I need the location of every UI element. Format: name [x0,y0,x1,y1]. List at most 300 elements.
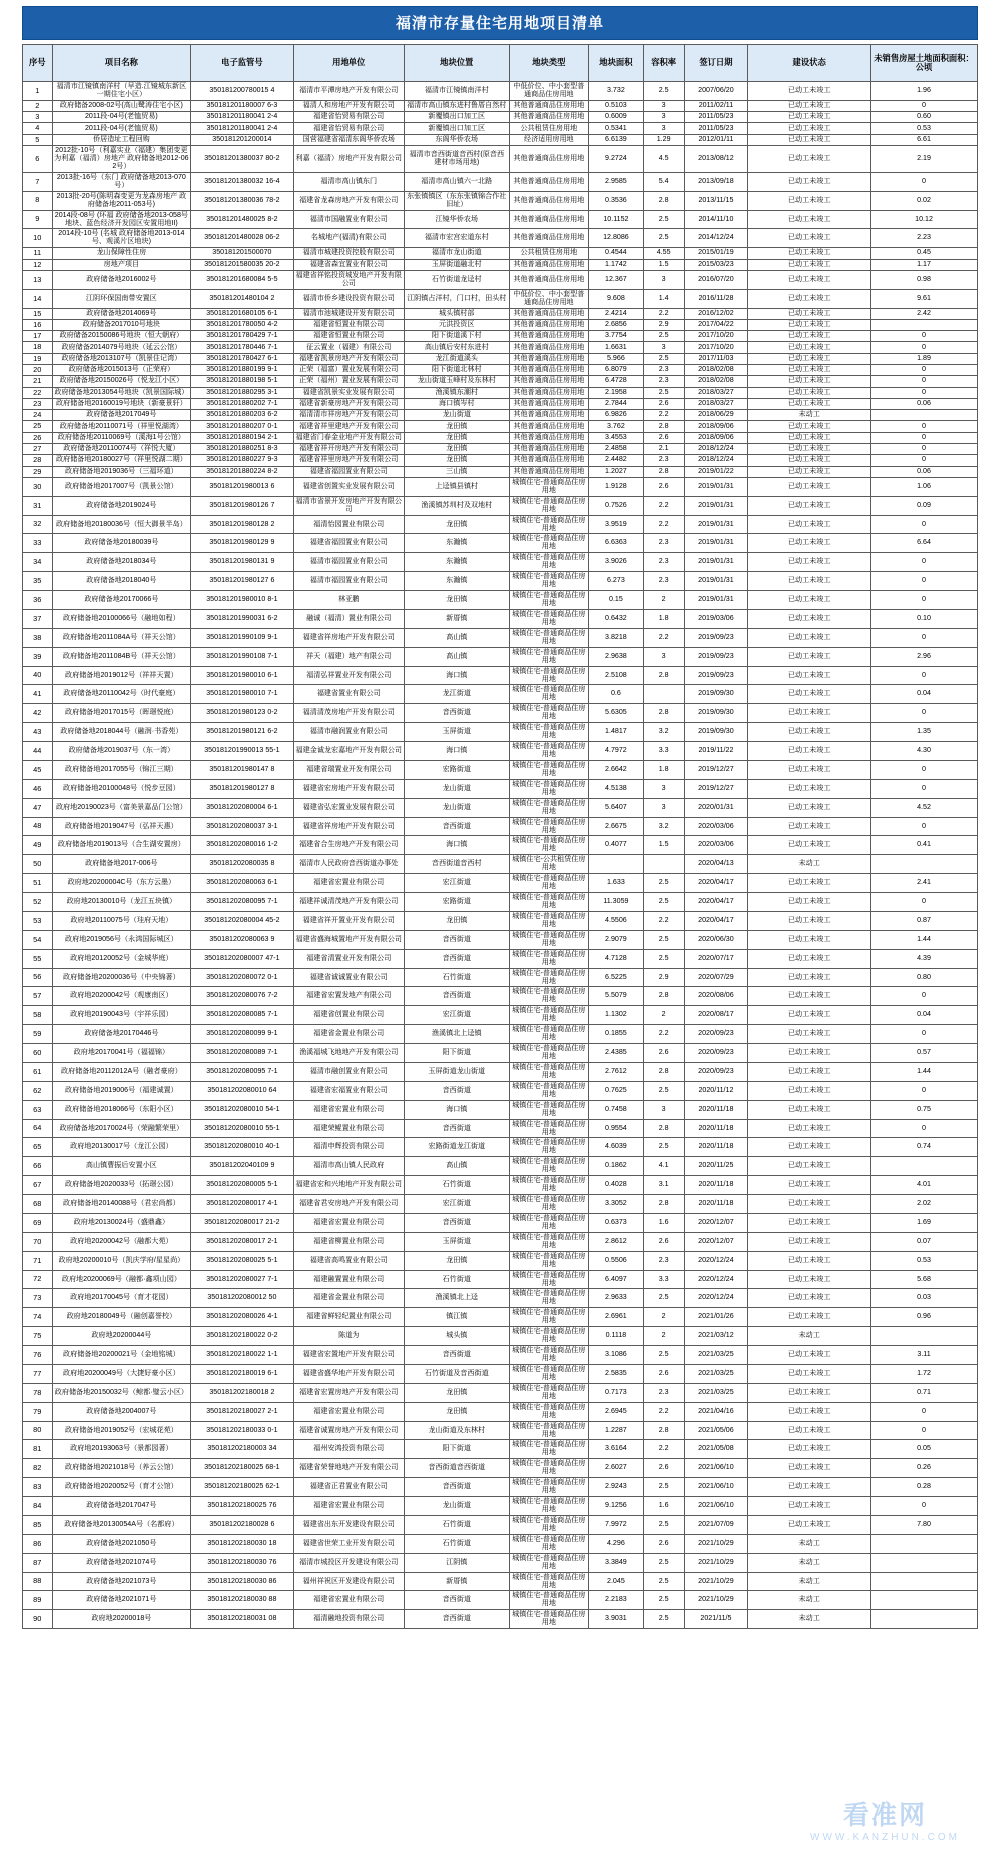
cell-5: 其他普通商品住房用地 [509,455,589,466]
cell-9: 已动工未竣工 [748,387,871,398]
table-row [23,410,978,421]
cell-5: 城镇住宅-普通商品住房用地 [509,987,589,1006]
cell-4: 海口镇 [404,836,509,855]
cell-4: 上迳镇县镇村 [404,477,509,496]
cell-4: 音西街道 [404,817,509,836]
cell-1: 政府储备地2021073号 [52,1572,191,1591]
cell-9: 已动工未竣工 [748,1100,871,1119]
cell-9: 已动工未竣工 [748,1006,871,1025]
cell-5: 城镇住宅-普通商品住房用地 [509,1100,589,1119]
document-page [0,6,1000,1861]
table-row [23,893,978,912]
cell-3: 福建省瑞置业开发有限公司 [293,760,404,779]
cell-5: 城镇住宅-普通商品住房用地 [509,553,589,572]
cell-8: 2020/11/18 [684,1100,748,1119]
cell-5: 城镇住宅-普通商品住房用地 [509,1402,589,1421]
cell-6: 3.8218 [589,628,644,647]
cell-10: 0 [871,760,978,779]
column-header-supervision-no[interactable]: 电子监管号 [191,45,293,82]
cell-3: 渔溪福城飞地地产开发有限公司 [293,1044,404,1063]
cell-10: 0.07 [871,1232,978,1251]
watermark [810,1795,960,1843]
cell-3: 福建省宏置业有限公司 [293,1402,404,1421]
cell-2: 350181202180027 2-1 [191,1402,293,1421]
cell-3: 福建荣鲲置业有限公司 [293,1119,404,1138]
cell-7: 2.5 [643,1081,684,1100]
cell-8: 2020/11/18 [684,1195,748,1214]
cell-3: 福建省恒置业有限公司 [293,319,404,330]
cell-9: 已动工未竣工 [748,444,871,455]
cell-3: 福清市平潭房地产开发有限公司 [293,82,404,101]
table-row [23,1383,978,1402]
cell-6: 0.4077 [589,836,644,855]
cell-7: 2.8 [643,191,684,210]
cell-5: 城镇住宅-普通商品住房用地 [509,1195,589,1214]
cell-10: 1.44 [871,930,978,949]
cell-7: 2.5 [643,1478,684,1497]
table-row [23,259,978,270]
cell-4: 龙田镇 [404,444,509,455]
cell-10: 1.96 [871,82,978,101]
cell-5: 城镇住宅-普通商品住房用地 [509,572,589,591]
cell-9: 已动工未竣工 [748,666,871,685]
cell-8: 2020/08/17 [684,1006,748,1025]
cell-4: 高山镇 [404,1157,509,1176]
cell-9: 已动工未竣工 [748,477,871,496]
cell-5: 城镇住宅-普通商品住房用地 [509,968,589,987]
cell-6: 0.7625 [589,1081,644,1100]
cell-4: 城头镇村部 [404,308,509,319]
cell-2: 350181202180031 08 [191,1610,293,1629]
cell-8: 2020/11/25 [684,1157,748,1176]
cell-9: 已动工未竣工 [748,112,871,123]
cell-9: 已动工未竣工 [748,100,871,111]
cell-3: 福建融置置业有限公司 [293,1270,404,1289]
cell-9: 已动工未竣工 [748,1402,871,1421]
cell-7: 2.5 [643,210,684,229]
cell-1: 政府地20200004C号（东方云墨） [52,874,191,893]
cell-0: 46 [23,779,53,798]
cell-2: 350181201980010 7-1 [191,685,293,704]
cell-8: 2019/09/30 [684,685,748,704]
cell-9: 已动工未竣工 [748,1213,871,1232]
cell-5: 中低价位、中小套型普通商品住房用地 [509,82,589,101]
cell-7: 2.3 [643,553,684,572]
cell-3: 福建省宏置业有限公司 [293,1497,404,1516]
table-row [23,331,978,342]
cell-2: 350181201880227 9-3 [191,455,293,466]
cell-0: 21 [23,376,53,387]
cell-1: 政府储备地2017-006号 [52,855,191,874]
cell-7: 2.6 [643,398,684,409]
cell-8: 2019/11/22 [684,742,748,761]
cell-10: 0.96 [871,1308,978,1327]
table-row [23,191,978,210]
cell-4: 江阴镇占洋村，门口村，田头村 [404,289,509,308]
cell-4: 龙山街道及东林村 [404,1421,509,1440]
cell-7: 2.5 [643,1610,684,1629]
column-header-location[interactable]: 地块位置 [404,45,509,82]
cell-6: 3.9026 [589,553,644,572]
cell-5: 其他普通商品住房用地 [509,191,589,210]
cell-0: 38 [23,628,53,647]
cell-10: 0 [871,172,978,191]
cell-7: 2.3 [643,1383,684,1402]
cell-4: 龙田镇 [404,515,509,534]
cell-6: 3.1086 [589,1346,644,1365]
cell-7: 2.5 [643,949,684,968]
cell-8: 2016/07/20 [684,270,748,289]
cell-7: 2.5 [643,1289,684,1308]
cell-3: 福建省高鸣置业有限公司 [293,1251,404,1270]
table-row [23,836,978,855]
cell-1: 政府储备地20110042号（时代豪庭） [52,685,191,704]
column-header-plot-ratio[interactable]: 容积率 [643,45,684,82]
table-row [23,666,978,685]
cell-4: 东瀚镇 [404,534,509,553]
cell-4: 龙田镇 [404,1383,509,1402]
cell-9: 已动工未竣工 [748,553,871,572]
cell-0: 17 [23,331,53,342]
cell-9: 已动工未竣工 [748,308,871,319]
table-row [23,146,978,173]
cell-7: 2.8 [643,421,684,432]
cell-9: 已动工未竣工 [748,365,871,376]
cell-7: 1.6 [643,1497,684,1516]
cell-3: 福建省荣誉地地产开发有限公司 [293,1459,404,1478]
cell-5: 城镇住宅-普通商品住房用地 [509,1289,589,1308]
cell-7: 3.2 [643,723,684,742]
cell-6: 7.9972 [589,1515,644,1534]
cell-10: 0 [871,455,978,466]
table-row [23,1478,978,1497]
column-header-project-name[interactable]: 项目名称 [52,45,191,82]
cell-1: 政府储备地20100048号（悦步豆园） [52,779,191,798]
cell-6: 0.6373 [589,1213,644,1232]
cell-2: 350181201780050 4-2 [191,319,293,330]
cell-3: 福建省怡贸易有限公司 [293,112,404,123]
table-row [23,210,978,229]
cell-5: 其他普通商品住房用地 [509,387,589,398]
cell-3: 福建省森宜置业有限公司 [293,259,404,270]
cell-5: 城镇住宅-普通商品住房用地 [509,1025,589,1044]
table-row [23,572,978,591]
cell-9: 已动工未竣工 [748,515,871,534]
cell-8: 2015/01/19 [684,248,748,259]
cell-5: 城镇住宅-普通商品住房用地 [509,1515,589,1534]
cell-5: 城镇住宅-普通商品住房用地 [509,685,589,704]
cell-7: 2.5 [643,331,684,342]
cell-8: 2019/01/31 [684,477,748,496]
column-header-area[interactable]: 地块面积 [589,45,644,82]
cell-6: 4.5506 [589,911,644,930]
cell-6: 0.5506 [589,1251,644,1270]
cell-9: 已动工未竣工 [748,146,871,173]
cell-3: 福清市城建投资控股有限公司 [293,248,404,259]
cell-0: 14 [23,289,53,308]
cell-6: 0.4028 [589,1176,644,1195]
cell-10: 1.06 [871,477,978,496]
column-header-sign-date[interactable]: 签订日期 [684,45,748,82]
table-row [23,1346,978,1365]
cell-1: 政府储备地2017015号（晖璟悦庭） [52,704,191,723]
cell-4: 东阁华侨农场 [404,134,509,145]
cell-1: 政府储备2014079号地块（延云公馆） [52,342,191,353]
cell-3: 福建省祥开房地产开发有限公司 [293,444,404,455]
cell-0: 88 [23,1572,53,1591]
cell-4: 宏江街道 [404,1006,509,1025]
cell-7: 2.8 [643,1421,684,1440]
cell-0: 10 [23,229,53,248]
cell-2: 350181201980121 6-2 [191,723,293,742]
cell-0: 25 [23,421,53,432]
cell-5: 城镇住宅-普通商品住房用地 [509,930,589,949]
cell-0: 12 [23,259,53,270]
cell-6: 2.8612 [589,1232,644,1251]
cell-7: 5.4 [643,172,684,191]
cell-0: 45 [23,760,53,779]
cell-4: 龙山街道 [404,410,509,421]
cell-1: 房地产项目 [52,259,191,270]
cell-3: 福建省清置业开发有限公司 [293,949,404,968]
cell-7: 2.3 [643,376,684,387]
cell-9: 已动工未竣工 [748,398,871,409]
cell-5: 城镇住宅-普通商品住房用地 [509,874,589,893]
cell-4: 渔溪镇苏圳村及双地村 [404,496,509,515]
cell-5: 城镇住宅-普通商品住房用地 [509,1232,589,1251]
cell-5: 其他普通商品住房用地 [509,146,589,173]
cell-9: 已动工未竣工 [748,229,871,248]
cell-6: 0.9554 [589,1119,644,1138]
cell-10: 0 [871,444,978,455]
cell-1: 政府地20193063号（景都园著） [52,1440,191,1459]
cell-7: 2.5 [643,82,684,101]
cell-6: 2.9243 [589,1478,644,1497]
cell-3: 征云置业（福建）有限公司 [293,342,404,353]
cell-8: 2021/10/29 [684,1553,748,1572]
cell-7: 3 [643,123,684,134]
cell-6: 3.762 [589,421,644,432]
cell-8: 2019/01/31 [684,591,748,610]
cell-8: 2020/03/06 [684,836,748,855]
cell-8: 2014/11/10 [684,210,748,229]
cell-10: 0 [871,100,978,111]
column-header-land-type[interactable]: 地块类型 [509,45,589,82]
cell-9: 已动工未竣工 [748,1497,871,1516]
cell-2: 350181201480025 8-2 [191,210,293,229]
cell-8: 2021/03/25 [684,1346,748,1365]
cell-5: 城镇住宅-普通商品住房用地 [509,1006,589,1025]
cell-4: 东瀚镇 [404,553,509,572]
cell-0: 81 [23,1440,53,1459]
cell-10: 0.57 [871,1044,978,1063]
cell-5: 其他普通商品住房用地 [509,172,589,191]
cell-7: 2.8 [643,466,684,477]
cell-2: 350181202180030 88 [191,1591,293,1610]
cell-2: 350181202080017 4-1 [191,1195,293,1214]
cell-1: 政府储备2008-02号(高山鹭涛住宅小区) [52,100,191,111]
cell-9: 已动工未竣工 [748,1440,871,1459]
cell-10: 0 [871,1497,978,1516]
cell-7: 2.2 [643,308,684,319]
cell-2: 350181202180030 86 [191,1572,293,1591]
cell-8: 2013/08/12 [684,146,748,173]
cell-9: 已动工未竣工 [748,817,871,836]
cell-9: 已动工未竣工 [748,798,871,817]
cell-8: 2020/04/17 [684,874,748,893]
cell-8: 2019/09/23 [684,628,748,647]
cell-3: 福建省祥里房地产开发有限公司 [293,455,404,466]
cell-5: 经济适用房用地 [509,134,589,145]
cell-5: 城镇住宅-普通商品住房用地 [509,1119,589,1138]
cell-6: 0.1862 [589,1157,644,1176]
cell-5: 其他普通商品住房用地 [509,376,589,387]
cell-4: 龙山街道玉峰村及东林村 [404,376,509,387]
cell-10: 3.11 [871,1346,978,1365]
cell-5: 城镇住宅-普通商品住房用地 [509,1308,589,1327]
cell-8: 2018/09/06 [684,421,748,432]
cell-9: 已动工未竣工 [748,1346,871,1365]
cell-7: 2 [643,1308,684,1327]
cell-3: 福清市融创置业有限公司 [293,1062,404,1081]
cell-5: 其他普通商品住房用地 [509,410,589,421]
cell-6: 2.9633 [589,1289,644,1308]
cell-4: 石竹街道 [404,968,509,987]
table-row [23,1062,978,1081]
cell-2: 350181202080063 6-1 [191,874,293,893]
cell-6: 11.3059 [589,893,644,912]
cell-5: 城镇住宅-普通商品住房用地 [509,836,589,855]
cell-2: 350181202080037 3-1 [191,817,293,836]
cell-2: 350181201980127 6 [191,572,293,591]
table-row [23,798,978,817]
cell-10: 0 [871,421,978,432]
cell-2: 350181201980147 8 [191,760,293,779]
cell-8: 2021/03/25 [684,1364,748,1383]
cell-9: 已动工未竣工 [748,685,871,704]
cell-3: 福建省出东开发建设有限公司 [293,1515,404,1534]
column-header-index[interactable]: 序号 [23,45,53,82]
cell-6: 2.9079 [589,930,644,949]
cell-6: 1.4817 [589,723,644,742]
cell-10: 0 [871,1119,978,1138]
cell-9: 已动工未竣工 [748,1157,871,1176]
cell-9: 已动工未竣工 [748,1459,871,1478]
cell-0: 7 [23,172,53,191]
cell-2: 350181202080005 5-1 [191,1176,293,1195]
cell-0: 20 [23,365,53,376]
cell-1: 政府地20200042号（观康南区） [52,987,191,1006]
cell-10: 0.45 [871,248,978,259]
cell-5: 其他普通商品住房用地 [509,398,589,409]
cell-9: 已动工未竣工 [748,270,871,289]
cell-4: 音西街道 [404,1081,509,1100]
cell-0: 76 [23,1346,53,1365]
cell-9: 已动工未竣工 [748,82,871,101]
cell-7: 2.2 [643,911,684,930]
cell-7: 2.5 [643,1553,684,1572]
cell-6: 0.1118 [589,1327,644,1346]
cell-9: 已动工未竣工 [748,1119,871,1138]
cell-5: 其他普通商品住房用地 [509,466,589,477]
cell-4: 宏江街道 [404,1195,509,1214]
cell-1: 政府储备地2017007号（凯景公馆） [52,477,191,496]
cell-6: 2.5108 [589,666,644,685]
cell-9: 已动工未竣工 [748,191,871,210]
cell-4: 元洪投资区 [404,319,509,330]
cell-7: 2.5 [643,1138,684,1157]
cell-9: 已动工未竣工 [748,376,871,387]
cell-10: 2.23 [871,229,978,248]
cell-10: 6.64 [871,534,978,553]
cell-9: 未动工 [748,1572,871,1591]
cell-9: 未动工 [748,1591,871,1610]
cell-5: 城镇住宅-普通商品住房用地 [509,534,589,553]
cell-5: 其他普通商品住房用地 [509,444,589,455]
cell-1: 2011段-04号(老恤贸易) [52,123,191,134]
table-row [23,1515,978,1534]
cell-2: 350181201980128 2 [191,515,293,534]
cell-5: 城镇住宅-普通商品住房用地 [509,1138,589,1157]
cell-1: 政府储备地2018040号 [52,572,191,591]
table-row [23,308,978,319]
cell-4: 福清市龙山街道 [404,248,509,259]
cell-8: 2020/04/17 [684,893,748,912]
cell-3: 福建省君安房地产开发有限公司 [293,1195,404,1214]
cell-7: 1.8 [643,609,684,628]
cell-6: 12.8086 [589,229,644,248]
cell-7: 3 [643,1100,684,1119]
column-header-construction-status[interactable]: 建设状态 [748,45,871,82]
cell-9: 已动工未竣工 [748,134,871,145]
cell-10: 0.10 [871,609,978,628]
cell-8: 2018/12/24 [684,444,748,455]
cell-4: 海口镇 [404,1100,509,1119]
column-header-unsold-area[interactable]: 未销售房屋土地面积面积：公顷 [871,45,978,82]
cell-0: 86 [23,1534,53,1553]
column-header-land-user[interactable]: 用地单位 [293,45,404,82]
cell-7: 2.6 [643,477,684,496]
cell-2: 350181202080004 6-1 [191,798,293,817]
cell-3: 福建省世荣工业开发有限公司 [293,1534,404,1553]
cell-3: 福建省怡贸易有限公司 [293,123,404,134]
cell-9: 已动工未竣工 [748,123,871,134]
cell-0: 65 [23,1138,53,1157]
cell-6: 0.1855 [589,1025,644,1044]
cell-1: 政府储备地2015013号（正荣府） [52,365,191,376]
cell-7: 3.2 [643,817,684,836]
cell-2: 350181202080010 64 [191,1081,293,1100]
cell-9: 已动工未竣工 [748,1081,871,1100]
cell-4: 东瀚镇 [404,572,509,591]
cell-1: 政府储备地20110074号（祥悦大厦） [52,444,191,455]
cell-2: 350181201180007 6-3 [191,100,293,111]
table-body [23,82,978,1629]
cell-10 [871,1327,978,1346]
cell-5: 城镇住宅-普通商品住房用地 [509,704,589,723]
table-row [23,1308,978,1327]
cell-5: 其他普通商品住房用地 [509,421,589,432]
cell-9: 已动工未竣工 [748,534,871,553]
cell-5: 城镇住宅-普通商品住房用地 [509,911,589,930]
cell-1: 政府储备地20170066号 [52,591,191,610]
cell-4: 镇江镇 [404,1308,509,1327]
cell-1: 江阴环保国南带安置区 [52,289,191,308]
cell-7: 4.55 [643,248,684,259]
cell-7: 2 [643,591,684,610]
cell-2: 350181202180022 0-2 [191,1327,293,1346]
cell-10: 0 [871,1081,978,1100]
